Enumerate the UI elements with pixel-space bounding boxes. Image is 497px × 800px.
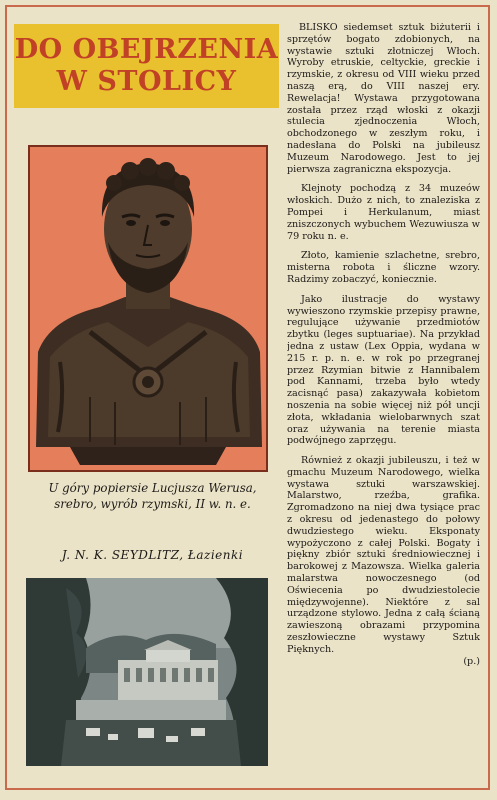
title-line-2: W STOLICY — [56, 66, 237, 97]
article-paragraph-4: Jako ilustracje do wystawy wywieszono rzymskie przepisy prawne, regulujące używanie przedmiotów zbytku (leges suptuariae). Na przykład jedna z ustaw (Lex Oppia, wydana w 215 r. p. n. e. w rok po przegranej przez Rzymian bitwie z Hannibalem pod Kannami, trzeba było wtedy zacisnąć pasa) zakazywała kobietom noszenia na sobie więcej niż pół uncji złota, wkładania wielobarwnych szat oraz używania na terenie miasta podwójnego zaprzęgu. — [287, 293, 480, 447]
article-paragraph-2: Klejnoty pochodzą z 34 muzeów włoskich. Dużo z nich, to znaleziska z Pompei i Herkulanum, miast zniszczonych wybuchem Wezuwiusza w 79 roku n. e. — [287, 183, 480, 242]
article-paragraph-5: Również z okazji jubileuszu, i też w gmachu Muzeum Narodowego, wielka wystawa sztuki warszawskiej. Malarstwo, rzeźba, grafika. Zgromadzono na niej dwa tysiące prac z okresu od jedenastego do połowy dwudziestego wieku. Eksponaty wypożyczono z całej Polski. Bogaty i piękny zbiór sztuki średniowiecznej i barokowej z Mazowsza. Wielka galeria malarstwa nowoczesnego (od Oświecenia po dwudziestolecie międzywojenne). Niektóre z sal urządzone stylowo. Jedna z całą ścianą zawieszoną obrazami przypomina zeszłowieczne wystawy Sztuk Pięknych. — [287, 455, 480, 655]
article-paragraph-1: BLISKO siedemset sztuk biżuterii i sprzętów bogato zdobionych, na wystawie sztuki złotniczej Włoch. Wyroby etruskie, celtyckie, greckie i rzymskie, z okresu od VIII wieku przed naszą erą, do VIII naszej ery. Rewelacja! Wystawa przygotowana została przez rząd włoski z okazji stulecia zjednoczenia Włoch, obchodzonego w zeszłym roku, i nadesłana do Polski na jubileusz Muzeum Narodowego. Jest to jej pierwsza zagraniczna ekspozycja. — [287, 22, 480, 175]
title-box — [14, 24, 279, 108]
article-signature: (p.) — [463, 655, 480, 667]
photo-credit: J. N. K. SEYDLITZ, Łazienki — [61, 548, 244, 562]
title-line-1: DO OBEJRZENIA — [14, 34, 279, 65]
lazienki-palace-photo — [26, 578, 268, 766]
bust-caption: U góry popiersie Lucjusza Werusa, srebro, wyrób rzymski, II w. n. e. — [48, 481, 257, 511]
article-text — [287, 22, 480, 782]
article-paragraph-3: Złoto, kamienie szlachetne, srebro, misterna robota i śliczne wzory. Radzimy zobaczyć, koniecznie. — [287, 250, 480, 285]
bronze-bust-illustration — [30, 147, 266, 470]
bust-image — [28, 145, 268, 472]
lazienki-photo — [26, 578, 268, 766]
